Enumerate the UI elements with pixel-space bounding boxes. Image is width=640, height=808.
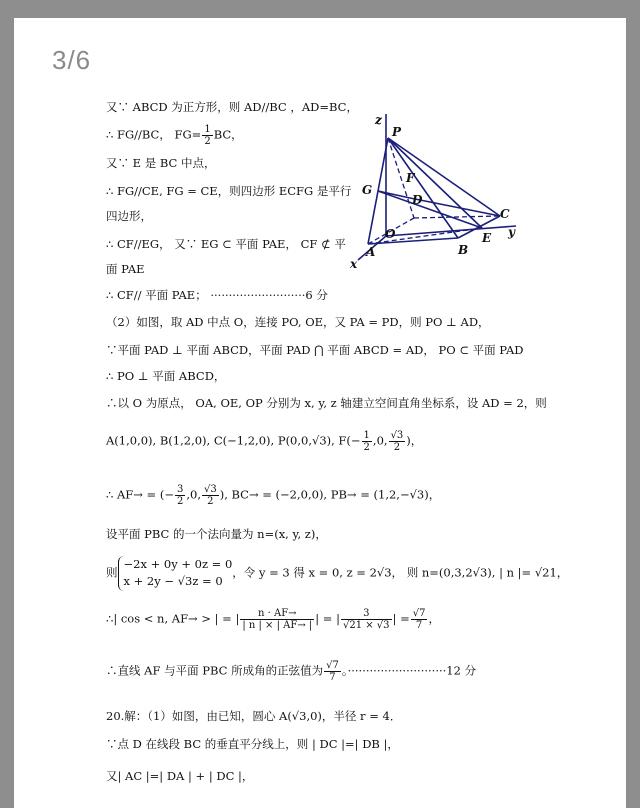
label-D: D [412, 193, 423, 207]
label-y: y [508, 225, 515, 239]
text-line-20: ∵点 D 在线段 BC 的垂直平分线上，则 | DC |=| DB |， [106, 737, 399, 751]
page-number: 3/6 [52, 45, 92, 75]
label-E: E [482, 231, 492, 245]
label-P: P [392, 125, 402, 139]
text-line-14: ∴ AF→ = (− $\frac{3}{2}$ ,0, $\frac{√3}{2}$ ), BC→ = (−2,0,0), PB→ = (1,2,−√3)， [106, 484, 441, 507]
label-A: A [366, 245, 376, 259]
text-line-6: ∴ CF//EG， 又∵ EG ⊂ 平面 PAE， CF ⊄ 平 [106, 237, 346, 251]
text-line-15: 设平面 PBC 的一个法向量为 n=(x, y, z)， [106, 527, 327, 541]
label-F: F [406, 171, 415, 185]
text-line-18: ∴直线 AF 与平面 PBC 所成角的正弦值为 $\frac{√7}{7}$ 。···························12 分 [106, 660, 477, 683]
text-line-11: ∴ PO ⊥ 平面 ABCD， [106, 369, 226, 383]
text-line-8: ∴ CF// 平面 PAE； ··························6 分 [106, 288, 328, 302]
label-B: B [458, 243, 469, 257]
label-z: z [375, 113, 382, 127]
label-G: G [362, 183, 373, 197]
edge-PB [388, 138, 458, 238]
text-line-17: ∴| cos < n, AF→ > | = | $\frac{n \cdot AF\to}{| n | \times | AF\to |}$ | = | $\frac{3}{√21 \times √3}$ | = $\frac{√7}{7}$ ， [106, 608, 440, 631]
text-line-13: A(1,0,0), B(1,2,0), C(−1,2,0), P(0,0,√3), F(− $\frac{1}{2}$ ,0, $\frac{√3}{2}$ )， [106, 430, 423, 453]
text-line-19: 20.解：（1）如图，由已知，圆心 A(√3,0)，半径 r = 4． [106, 709, 402, 723]
pyramid-coordinate-figure [348, 108, 520, 268]
label-x: x [350, 257, 358, 268]
text-line-12: ∴以 O 为原点， OA, OE, OP 分别为 x, y, z 轴建立空间直角坐标系，设 AD = 2，则 [106, 396, 547, 410]
text-line-1: 又∵ ABCD 为正方形，则 AD//BC ，AD=BC， [106, 100, 358, 114]
text-line-7: 面 PAE [106, 262, 145, 276]
label-C: C [500, 207, 510, 221]
label-O: O [385, 227, 396, 241]
text-line-9: （2）如图，取 AD 中点 O，连接 PO, OE，又 PA = PD，则 PO ⊥ AD， [106, 315, 490, 329]
text-line-10: ∵平面 PAD ⊥ 平面 ABCD，平面 PAD ⋂ 平面 ABCD = AD， PO ⊂ 平面 PAD [106, 343, 524, 357]
text-line-16: 则 −2x + 0y + 0z = 0 x + 2y − √3z = 0 ，令 y = 3 得 x = 0, z = 2√3， 则 n=(0,3,2√3), | n |= √21， [106, 556, 568, 591]
text-line-3: 又∵ E 是 BC 中点， [106, 156, 216, 170]
text-line-21: 又| AC |=| DA | + | DC |， [106, 769, 254, 783]
text-line-4: ∴ FG//CE, FG = CE，则四边形 ECFG 是平行 [106, 184, 352, 198]
edge-PE [388, 138, 482, 228]
text-line-5: 四边形， [106, 209, 152, 223]
text-line-2: ∴ FG//BC， FG= $\frac{1}{2}$ BC， [106, 124, 243, 147]
edge-DC [414, 216, 500, 218]
